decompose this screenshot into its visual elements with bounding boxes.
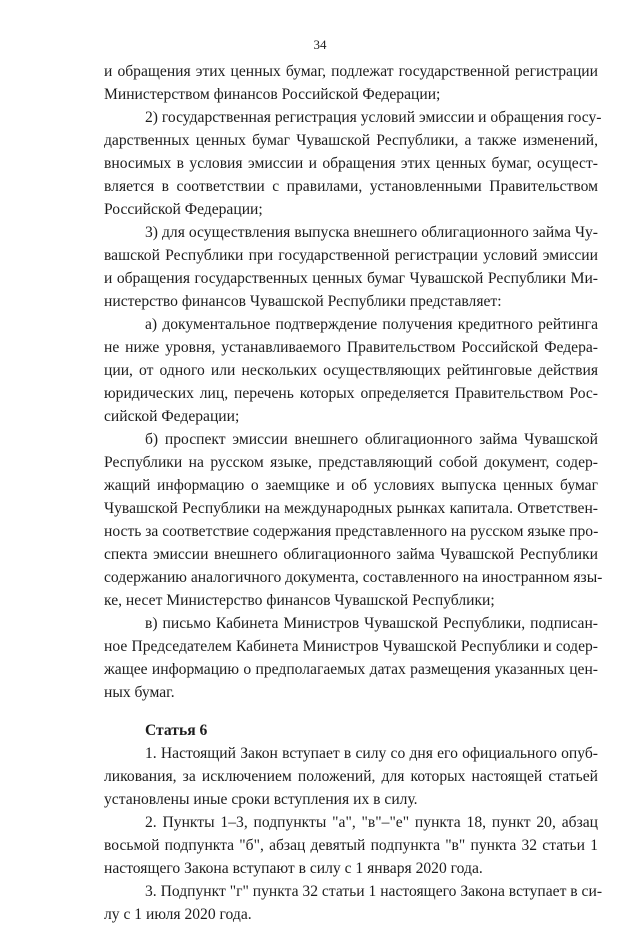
text-line: ке, несет Министерство финансов Чувашской Республики; (104, 592, 495, 609)
paragraph-subitem-v (104, 612, 598, 704)
article-paragraph-3 (104, 880, 603, 926)
text-line: 2) государственная регистрация условий эмиссии и обращения госу- (145, 109, 602, 126)
text-line: а) документальное подтверждение получения кредитного рейтинга (145, 316, 598, 333)
text-line: б) проспект эмиссии внешнего облигационного займа Чувашской (145, 431, 598, 448)
text-line: установлены иные сроки вступления их в силу. (104, 791, 418, 808)
text-line: ликования, за исключением положений, для которых настоящей статьей (104, 768, 598, 785)
text-line: Чувашской Республики на международных рынках капитала. Ответствен- (104, 500, 598, 517)
text-line: в) письмо Кабинета Министров Чувашской Республики, подписан- (145, 615, 598, 632)
spacer (104, 704, 598, 719)
article-paragraph-1 (104, 742, 598, 811)
paragraph-item-2 (104, 106, 602, 221)
page-number: 34 (313, 37, 327, 52)
text-line: сийской Федерации; (104, 408, 240, 425)
paragraph-continuation (104, 60, 598, 106)
text-line: не ниже уровня, устанавливаемого Правительством Российской Федера- (104, 339, 598, 356)
text-line: и обращения этих ценных бумаг, подлежат государственной регистрации (104, 63, 598, 80)
article-paragraph-2 (104, 811, 598, 880)
text-line: спекта эмиссии внешнего облигационного займа Чувашской Республики (104, 546, 598, 563)
text-line: ное Председателем Кабинета Министров Чувашской Республики и содер- (104, 638, 598, 655)
paragraph-subitem-b (104, 428, 603, 612)
article-heading: Статья 6 (145, 722, 208, 739)
text-line: 2. Пункты 1–3, подпункты "а", "в"–"е" пункта 18, пункт 20, абзац (145, 814, 598, 831)
text-line: дарственных ценных бумаг Чувашской Республики, а также изменений, (104, 132, 598, 149)
text-line: ции, от одного или нескольких осуществляющих рейтинговые действия (104, 362, 598, 379)
text-line: жащее информацию о предполагаемых датах размещения указанных цен- (104, 661, 598, 678)
text-line: вносимых в условия эмиссии и обращения этих ценных бумаг, осущест- (104, 155, 598, 172)
text-line: 3. Подпункт "г" пункта 32 статьи 1 настоящего Закона вступает в си- (145, 883, 603, 900)
text-line: восьмой подпункта "б", абзац девятый подпункта "в" пункта 32 статьи 1 (104, 837, 598, 854)
paragraph-subitem-a (104, 313, 598, 428)
paragraph-item-3 (104, 221, 598, 313)
text-line: нистерство финансов Чувашской Республики представляет: (104, 293, 502, 310)
text-line: и обращения государственных ценных бумаг Чувашской Республики Ми- (104, 270, 598, 287)
text-line: содержанию аналогичного документа, составленного на иностранном язы- (104, 569, 603, 586)
text-line: юридических лиц, перечень которых определяется Правительством Рос- (104, 385, 598, 402)
text-line: лу с 1 июля 2020 года. (104, 906, 252, 923)
text-line: Министерством финансов Российской Федерации; (104, 86, 441, 103)
text-line: жащий информацию о заемщике и об условиях выпуска ценных бумаг (104, 477, 598, 494)
text-line: вляется в соответствии с правилами, установленными Правительством (104, 178, 598, 195)
text-line: Республики на русском языке, представляющий собой документ, содер- (104, 454, 598, 471)
text-line: ность за соответствие содержания представленного на русском языке про- (104, 523, 599, 540)
text-line: 3) для осуществления выпуска внешнего облигационного займа Чу- (145, 224, 598, 241)
text-line: вашской Республики при государственной регистрации условий эмиссии (104, 247, 598, 264)
text-line: Российской Федерации; (104, 201, 263, 218)
text-line: 1. Настоящий Закон вступает в силу со дня его официального опуб- (145, 745, 598, 762)
document-body (104, 60, 603, 926)
text-line: настоящего Закона вступают в силу с 1 января 2020 года. (104, 860, 483, 877)
text-line: ных бумаг. (104, 684, 175, 701)
